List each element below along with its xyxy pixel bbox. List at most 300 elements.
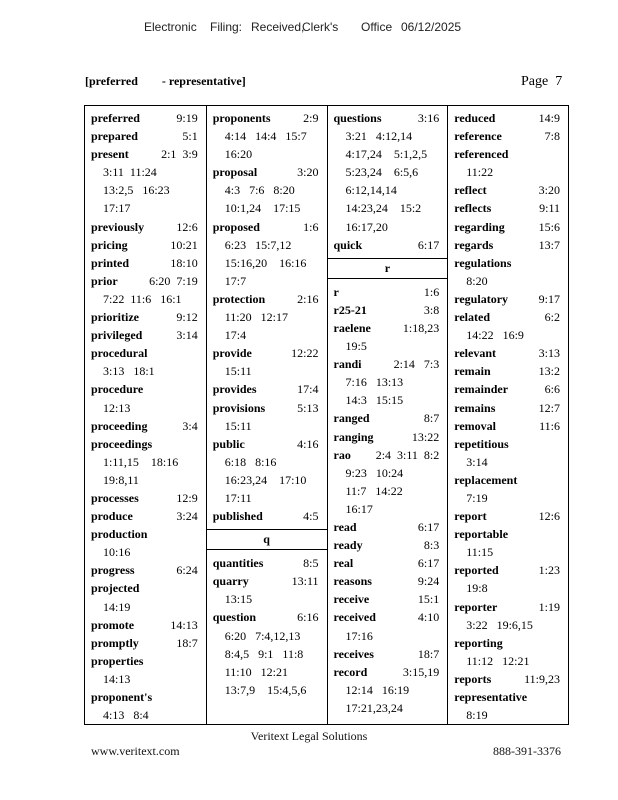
index-entry-continuation xyxy=(334,391,448,409)
index-term: proceeding xyxy=(91,418,148,433)
index-term: ranged xyxy=(333,411,370,426)
index-entry xyxy=(454,254,568,272)
index-entry-continuation xyxy=(91,598,206,616)
index-entry xyxy=(454,199,568,217)
index-entry xyxy=(334,518,448,536)
index-term: regulations xyxy=(454,255,512,270)
index-term: representative xyxy=(454,690,528,704)
index-page-refs: 14:13 xyxy=(103,671,131,686)
index-page-refs: 11:9,23 xyxy=(524,671,560,686)
index-entry xyxy=(91,380,206,398)
index-entry xyxy=(91,218,206,236)
index-entry-continuation xyxy=(213,181,327,199)
index-entry-continuation xyxy=(213,272,327,290)
index-entry xyxy=(213,218,327,236)
index-page-refs: 6:18 8:16 xyxy=(224,454,277,469)
index-page-refs: 17:7 xyxy=(224,273,247,288)
index-page-refs: 17:4 xyxy=(224,328,247,343)
index-page-refs: 19:5 xyxy=(345,339,367,354)
index-page-refs: 6:24 xyxy=(176,563,198,578)
index-page-refs: 18:7 xyxy=(417,646,440,661)
index-entry-continuation xyxy=(213,326,327,344)
index-page-refs: 15:6 xyxy=(538,219,560,234)
index-entry xyxy=(334,283,448,301)
index-term: ready xyxy=(333,538,363,553)
index-entry xyxy=(454,308,568,326)
index-term: regulatory xyxy=(454,291,509,306)
index-entry xyxy=(334,608,448,626)
index-term: provide xyxy=(212,346,252,361)
index-entry xyxy=(334,536,448,554)
index-term: promptly xyxy=(91,635,139,650)
index-page-refs: 4:5 xyxy=(303,509,319,524)
index-entry xyxy=(91,489,206,507)
index-term: report xyxy=(454,509,487,524)
index-page-refs: 1:19 xyxy=(538,599,560,614)
index-entry xyxy=(454,688,568,706)
index-page-refs: 16:23,24 17:10 xyxy=(224,472,307,487)
index-entry-continuation xyxy=(454,489,568,507)
index-term: proponent's xyxy=(91,690,153,704)
index-entry-continuation xyxy=(213,127,327,145)
index-entry xyxy=(213,435,327,453)
index-entry-continuation xyxy=(334,482,448,500)
index-entry-continuation xyxy=(334,199,448,217)
electronic-filing-header xyxy=(0,20,618,40)
index-term: quantities xyxy=(212,556,264,571)
index-entry xyxy=(454,598,568,616)
index-term: reduced xyxy=(454,111,496,125)
index-term: received xyxy=(333,610,376,625)
index-page-refs: 4:17,24 5:1,2,5 xyxy=(345,147,428,162)
index-term: receives xyxy=(333,646,374,661)
index-term: receive xyxy=(333,592,370,607)
index-term: protection xyxy=(212,291,266,306)
index-term: preferred xyxy=(91,111,140,125)
index-page-refs: 11:15 xyxy=(466,545,494,560)
index-term: privileged xyxy=(91,328,143,343)
index-term: questions xyxy=(333,111,382,125)
index-page-refs: 6:2 xyxy=(544,310,560,325)
index-page-refs: 9:24 xyxy=(417,574,440,589)
index-page-refs: 1:6 xyxy=(303,219,319,234)
index-page-refs: 18:7 xyxy=(176,635,198,650)
index-page-refs: 6:23 15:7,12 xyxy=(224,237,292,252)
index-page-refs: 3:20 xyxy=(297,165,319,180)
index-entry-continuation xyxy=(334,500,448,518)
index-entry xyxy=(334,446,448,464)
index-page-refs: 5:23,24 6:5,6 xyxy=(345,165,419,180)
index-term: rao xyxy=(333,447,351,462)
index-page-refs: 15:11 xyxy=(224,364,252,379)
index-page-refs: 11:6 xyxy=(539,418,560,433)
index-entry-continuation xyxy=(334,127,448,145)
header-electronic: Electronic xyxy=(144,20,197,34)
index-entry xyxy=(334,301,448,319)
header-clerks: Clerk's xyxy=(302,20,339,34)
index-term: removal xyxy=(454,418,497,433)
index-entry xyxy=(454,145,568,163)
index-page-refs: 3:8 xyxy=(423,302,440,317)
index-entry-continuation xyxy=(91,362,206,380)
index-page-refs: 1:23 xyxy=(538,563,560,578)
index-term: printed xyxy=(91,255,130,270)
index-entry xyxy=(334,355,448,373)
index-entry-continuation xyxy=(334,627,448,645)
index-page-refs: 2:16 xyxy=(297,291,319,306)
index-entry xyxy=(213,290,327,308)
index-page-refs: 3:4 xyxy=(182,418,198,433)
index-entry-continuation xyxy=(454,163,568,181)
index-entry-continuation xyxy=(213,199,327,217)
index-page-refs: 12:6 xyxy=(176,219,198,234)
index-entry-continuation xyxy=(334,181,448,199)
section-letter: r xyxy=(328,258,448,279)
index-page-refs: 3:20 xyxy=(538,183,560,198)
index-page-refs: 14:23,24 15:2 xyxy=(345,201,422,216)
index-term: reporter xyxy=(454,599,498,614)
index-page-refs: 11:20 12:17 xyxy=(224,310,288,325)
index-entry xyxy=(91,561,206,579)
index-entry-continuation xyxy=(213,489,327,507)
index-page-refs: 4:13 8:4 xyxy=(103,708,149,723)
index-page-refs: 15:1 xyxy=(417,592,440,607)
index-entry xyxy=(334,590,448,608)
index-entry xyxy=(454,380,568,398)
index-entry xyxy=(213,399,327,417)
index-page-refs: 5:13 xyxy=(297,400,319,415)
index-page-refs: 12:13 xyxy=(103,400,131,415)
index-term: public xyxy=(212,436,245,451)
header-office: Office xyxy=(361,20,393,34)
index-page-refs: 15:16,20 16:16 xyxy=(224,255,307,270)
index-entry xyxy=(91,417,206,435)
index-entry xyxy=(454,290,568,308)
index-page-refs: 10:16 xyxy=(103,545,131,560)
index-page-refs: 12:9 xyxy=(176,490,198,505)
index-entry xyxy=(91,579,206,597)
index-entry xyxy=(91,435,206,453)
index-entry xyxy=(454,181,568,199)
index-page-refs: 17:21,23,24 xyxy=(345,700,403,715)
index-entry-continuation xyxy=(334,145,448,163)
index-entry xyxy=(334,645,448,663)
index-term: related xyxy=(454,310,491,325)
index-entry xyxy=(91,109,206,127)
index-entry xyxy=(91,652,206,670)
index-term: procedural xyxy=(91,346,148,361)
index-entry-continuation xyxy=(213,681,327,699)
index-page-refs: 2:1 3:9 xyxy=(161,147,198,162)
index-page-refs: 11:12 12:21 xyxy=(466,653,530,668)
index-page-refs: 9:12 xyxy=(176,310,198,325)
index-term: replacement xyxy=(454,472,518,487)
index-entry-continuation xyxy=(454,272,568,290)
index-page-refs: 8:3 xyxy=(423,538,440,553)
header-filing: Filing: xyxy=(210,20,243,34)
index-term: produce xyxy=(91,509,133,524)
index-entry xyxy=(91,634,206,652)
index-page-refs: 14:19 xyxy=(103,599,131,614)
index-entry xyxy=(91,525,206,543)
footer-company: Veritext Legal Solutions xyxy=(250,729,368,743)
index-entry xyxy=(91,616,206,634)
index-entry xyxy=(91,236,206,254)
index-entry xyxy=(454,435,568,453)
index-term: r xyxy=(333,284,339,299)
index-page-refs: 17:17 xyxy=(103,201,131,216)
index-page-refs: 13:2 xyxy=(538,364,560,379)
index-entry-continuation xyxy=(213,453,327,471)
index-entry-continuation xyxy=(213,627,327,645)
index-page-refs: 1:6 xyxy=(423,284,440,299)
index-entry xyxy=(334,572,448,590)
index-entry xyxy=(454,634,568,652)
index-term: prioritize xyxy=(91,310,139,325)
index-page-refs: 5:1 xyxy=(182,129,198,144)
section-letter: q xyxy=(207,529,327,550)
index-entry xyxy=(454,417,568,435)
index-term: proposal xyxy=(212,165,258,180)
index-entry xyxy=(213,554,327,572)
index-term: remain xyxy=(454,364,491,379)
index-page-refs: 12:22 xyxy=(291,346,319,361)
index-page-refs: 6:17 xyxy=(417,237,440,252)
index-page-refs: 3:14 xyxy=(466,454,488,469)
index-term: quarry xyxy=(212,574,249,589)
index-page-refs: 1:11,15 18:16 xyxy=(103,454,179,469)
index-range: [preferred - representative] xyxy=(85,74,246,88)
page-number: Page 7 xyxy=(521,74,563,89)
index-entry xyxy=(91,272,206,290)
index-term: read xyxy=(333,519,357,534)
index-page-refs: 4:16 xyxy=(297,436,319,451)
index-page-refs: 17:11 xyxy=(224,490,252,505)
index-entry xyxy=(454,507,568,525)
index-term: prepared xyxy=(91,129,138,144)
index-entry xyxy=(213,608,327,626)
index-term: referenced xyxy=(454,147,509,162)
index-entry-continuation xyxy=(213,308,327,326)
index-entry xyxy=(213,380,327,398)
index-page-refs: 19:8 xyxy=(466,581,488,596)
index-page-refs: 6:17 xyxy=(417,519,440,534)
index-entry xyxy=(91,688,206,706)
index-page-refs: 13:22 xyxy=(411,429,440,444)
index-term: regarding xyxy=(454,219,505,234)
index-page-refs: 13:11 xyxy=(291,574,319,589)
index-page-refs: 3:14 xyxy=(176,328,198,343)
footer-website: www.veritext.com xyxy=(91,744,180,758)
index-entry xyxy=(454,127,568,145)
index-term: r25-21 xyxy=(333,302,367,317)
index-term: record xyxy=(333,664,368,679)
index-term: reported xyxy=(454,563,499,578)
index-entry xyxy=(91,308,206,326)
index-term: proposed xyxy=(212,219,260,234)
index-term: provisions xyxy=(212,400,266,415)
index-page-refs: 17:16 xyxy=(345,628,373,643)
index-page-refs: 8:4,5 9:1 11:8 xyxy=(224,646,304,661)
index-page-refs: 12:7 xyxy=(538,400,560,415)
index-entry-continuation xyxy=(334,373,448,391)
index-page-refs: 6:20 7:19 xyxy=(149,273,198,288)
index-term: question xyxy=(212,610,257,625)
index-term: reasons xyxy=(333,574,372,589)
index-term: projected xyxy=(91,581,140,596)
index-page-refs: 7:19 xyxy=(466,490,488,505)
index-entry-continuation xyxy=(91,163,206,181)
index-page-refs: 3:11 11:24 xyxy=(103,165,157,180)
index-column-3 xyxy=(327,106,448,724)
index-entry-continuation xyxy=(213,362,327,380)
index-page-refs: 8:19 xyxy=(466,708,488,723)
index-page-refs: 14:22 16:9 xyxy=(466,328,524,343)
index-term: progress xyxy=(91,563,135,578)
index-page-refs: 9:19 xyxy=(176,111,198,125)
index-page-refs: 6:17 xyxy=(417,556,440,571)
index-page-refs: 3:15,19 xyxy=(402,664,440,679)
footer-phone: 888-391-3376 xyxy=(493,744,561,758)
index-entry-continuation xyxy=(334,699,448,717)
index-entry xyxy=(91,507,206,525)
index-page-refs: 9:23 10:24 xyxy=(345,465,404,480)
index-term: regards xyxy=(454,237,494,252)
index-term: randi xyxy=(333,357,362,372)
index-entry-continuation xyxy=(334,464,448,482)
index-entry-continuation xyxy=(454,543,568,561)
index-page-refs: 9:11 xyxy=(539,201,560,216)
index-page-refs: 6:20 7:4,12,13 xyxy=(224,628,301,643)
index-term: remainder xyxy=(454,382,509,397)
index-term: production xyxy=(91,527,148,542)
index-page-refs: 9:17 xyxy=(538,291,560,306)
index-term: relevant xyxy=(454,346,497,361)
index-page-refs: 3:22 19:6,15 xyxy=(466,617,533,632)
index-term: repetitious xyxy=(454,436,509,451)
index-page-refs: 8:5 xyxy=(303,556,319,571)
index-entry-continuation xyxy=(213,590,327,608)
index-page-refs: 13:2,5 16:23 xyxy=(103,183,170,198)
index-term: reflect xyxy=(454,183,487,198)
index-term: promote xyxy=(91,617,135,632)
index-entry xyxy=(91,127,206,145)
index-term: reflects xyxy=(454,201,492,216)
index-page-refs: 3:21 4:12,14 xyxy=(345,129,413,144)
index-page-refs: 16:17,20 xyxy=(345,219,388,234)
index-entry xyxy=(454,236,568,254)
index-term: quick xyxy=(333,237,363,252)
index-page-refs: 7:8 xyxy=(544,129,560,144)
index-page-refs: 7:22 11:6 16:1 xyxy=(103,291,182,306)
index-entry-continuation xyxy=(213,417,327,435)
index-entry xyxy=(91,254,206,272)
index-page-refs: 4:14 14:4 15:7 xyxy=(224,129,307,144)
index-entry xyxy=(454,525,568,543)
header-date: 06/12/2025 xyxy=(401,20,462,34)
index-entry xyxy=(334,663,448,681)
index-entry-continuation xyxy=(91,181,206,199)
index-term: reports xyxy=(454,671,492,686)
index-entry-continuation xyxy=(213,254,327,272)
index-term: ranging xyxy=(333,429,374,444)
index-page-refs: 6:12,14,14 xyxy=(345,183,397,198)
index-term: processes xyxy=(91,490,139,505)
index-column-2 xyxy=(206,106,327,724)
index-entry-continuation xyxy=(454,706,568,724)
index-term: previously xyxy=(91,219,145,234)
index-entry xyxy=(213,109,327,127)
index-term: prior xyxy=(91,273,118,288)
index-entry xyxy=(213,344,327,362)
index-entry-continuation xyxy=(91,670,206,688)
index-entry-continuation xyxy=(334,163,448,181)
index-page-refs: 2:14 7:3 xyxy=(393,357,440,372)
index-entry xyxy=(213,572,327,590)
index-entry xyxy=(91,326,206,344)
index-page-refs: 11:22 xyxy=(466,165,494,180)
index-page-refs: 16:20 xyxy=(224,147,253,162)
index-term: proponents xyxy=(212,111,271,125)
index-page-refs: 19:8,11 xyxy=(103,472,139,487)
index-page-refs: 14:9 xyxy=(538,111,560,125)
index-entry xyxy=(91,145,206,163)
index-entry xyxy=(454,670,568,688)
index-term: procedure xyxy=(91,382,144,397)
header-received: Received, xyxy=(251,20,305,34)
index-page-refs: 13:15 xyxy=(224,592,253,607)
index-page-refs: 3:13 xyxy=(538,346,560,361)
index-entry xyxy=(334,428,448,446)
index-entry xyxy=(213,507,327,525)
index-term: present xyxy=(91,147,129,162)
index-page-refs: 8:20 xyxy=(466,273,488,288)
index-page-refs: 1:18,23 xyxy=(402,320,440,335)
index-entry xyxy=(454,471,568,489)
index-page-refs: 17:4 xyxy=(297,382,319,397)
index-page-refs: 18:10 xyxy=(170,255,198,270)
index-page-refs: 14:13 xyxy=(170,617,198,632)
index-term: published xyxy=(212,509,263,524)
index-entry-continuation xyxy=(91,290,206,308)
index-term: raelene xyxy=(333,320,371,335)
index-page-refs: 4:10 xyxy=(417,610,440,625)
index-term: reporting xyxy=(454,635,503,650)
index-term: proceedings xyxy=(91,436,153,451)
index-page-refs: 12:6 xyxy=(538,509,560,524)
index-page-refs: 7:16 13:13 xyxy=(345,375,404,390)
index-entry-continuation xyxy=(91,399,206,417)
index-page-refs: 13:7,9 15:4,5,6 xyxy=(224,682,307,697)
index-page-refs: 14:3 15:15 xyxy=(345,393,404,408)
index-page-refs: 2:9 xyxy=(303,111,319,125)
index-term: pricing xyxy=(91,237,128,252)
index-entry-continuation xyxy=(454,616,568,634)
index-term: properties xyxy=(91,653,144,668)
index-entry-continuation xyxy=(91,453,206,471)
index-entry-continuation xyxy=(334,681,448,699)
index-entry-continuation xyxy=(334,218,448,236)
index-term: reference xyxy=(454,129,502,144)
index-entry-continuation xyxy=(334,337,448,355)
index-entry xyxy=(454,218,568,236)
index-term: provides xyxy=(212,382,257,397)
index-entry-continuation xyxy=(213,645,327,663)
index-entry xyxy=(334,236,448,254)
index-entry xyxy=(213,163,327,181)
index-term: real xyxy=(333,556,354,571)
index-entry-continuation xyxy=(213,471,327,489)
